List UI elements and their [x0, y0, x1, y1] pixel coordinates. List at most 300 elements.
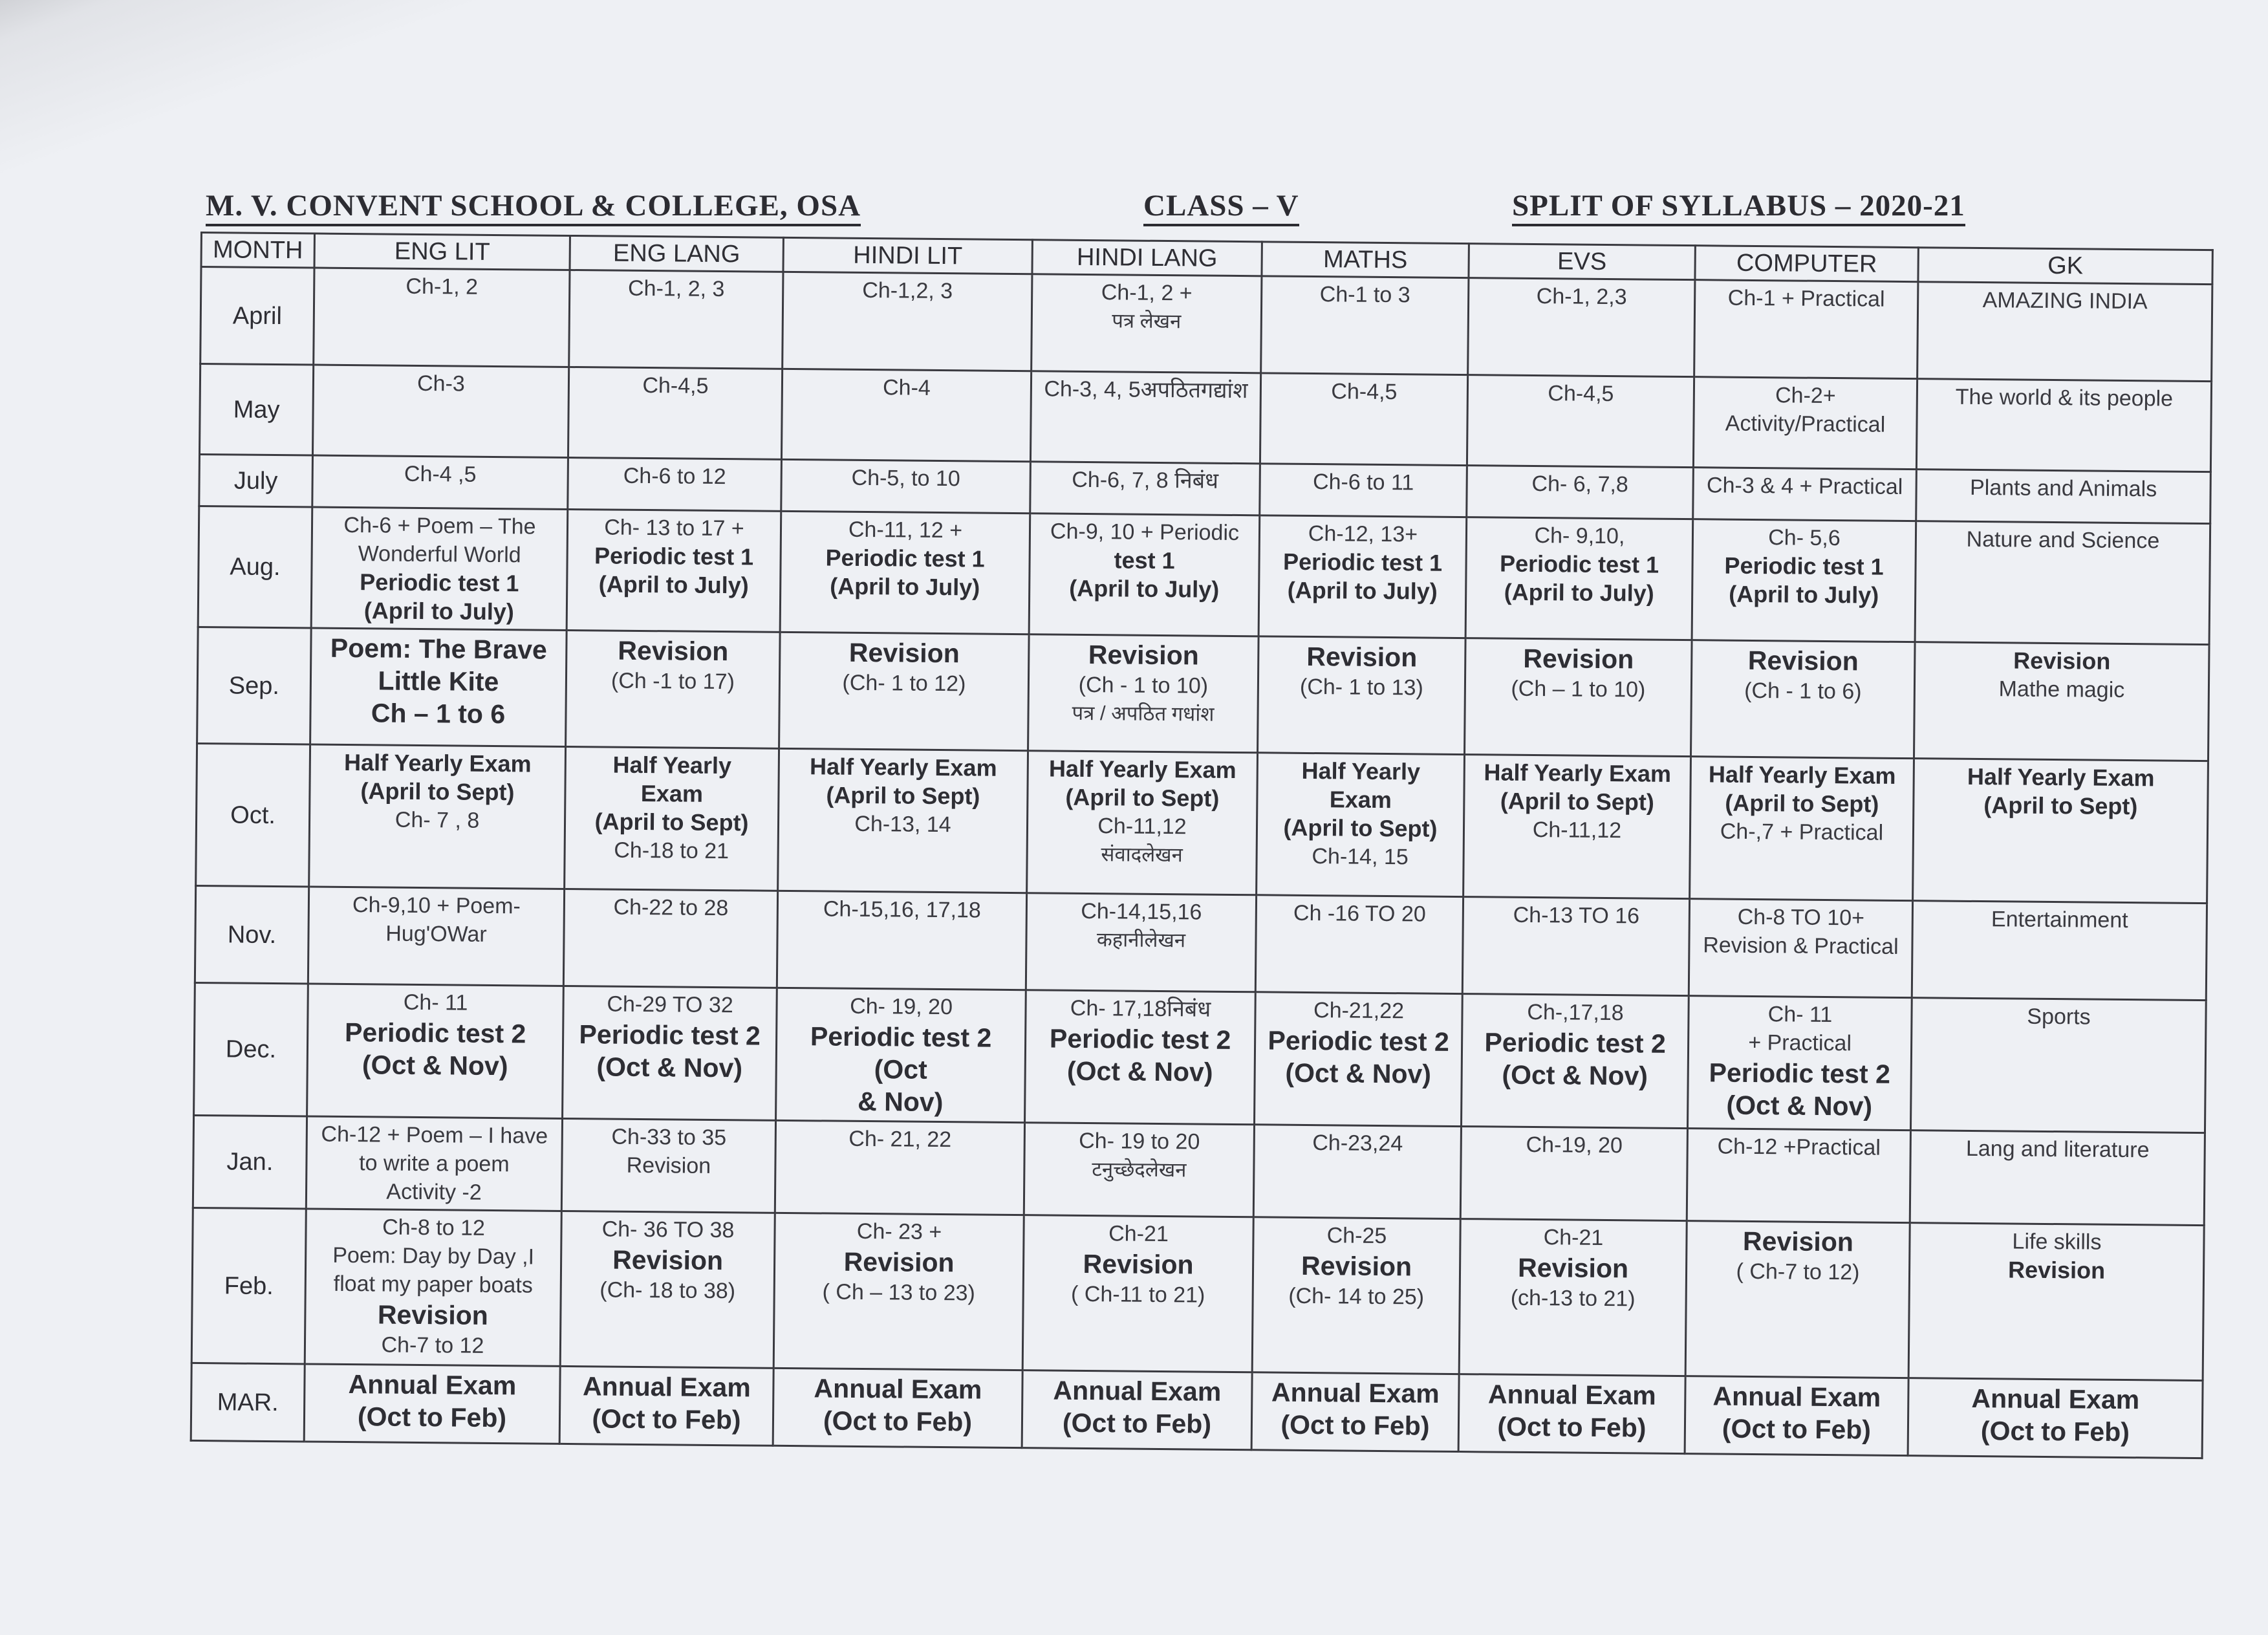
syllabus-cell — [559, 1366, 773, 1446]
cell-line: Half Yearly Exam — [1048, 755, 1237, 784]
cell-line: Poem: Day by Day ,I — [332, 1242, 535, 1270]
cell-line: (April to July) — [1287, 576, 1438, 605]
cell-line: Annual Exam — [1487, 1379, 1656, 1411]
syllabus-cell — [1467, 375, 1694, 468]
cell-line: (Ch- 1 to 12) — [842, 670, 966, 697]
syllabus-cell — [781, 459, 1031, 513]
cell-line: Ch-6 to 11 — [1312, 470, 1414, 495]
month-cell: July — [199, 455, 313, 508]
syllabus-cell — [567, 509, 781, 632]
cell-line: to write a poem — [359, 1151, 510, 1177]
cell-line: Ch-3, 4, 5अपठितगद्यांश — [1044, 376, 1248, 404]
cell-line: (ch-13 to 21) — [1510, 1285, 1636, 1312]
cell-line: (Oct & Nov) — [1285, 1057, 1432, 1089]
cell-line: (Oct & Nov) — [1066, 1056, 1213, 1087]
table-row — [193, 1115, 2205, 1225]
cell-line: Revision — [2007, 1256, 2106, 1284]
cell-line: (April to July) — [1069, 574, 1220, 603]
cell-line: Ch-33 to 35 — [611, 1124, 727, 1151]
month-cell: Oct. — [196, 743, 310, 887]
syllabus-cell — [777, 891, 1026, 990]
cell-line: Ch-12, 13+ — [1308, 521, 1418, 547]
cell-line: Ch-11, 12 + — [848, 517, 963, 543]
cell-line: Periodic test 2 — [1709, 1057, 1891, 1089]
cell-line: Ch-,7 + Practical — [1720, 819, 1884, 845]
cell-line: Ch- 11 — [1767, 1002, 1833, 1028]
cell-line: Ch-1 + Practical — [1727, 285, 1885, 312]
cell-line: Periodic test 1 — [360, 568, 519, 597]
cell-line: (Ch- 1 to 13) — [1299, 674, 1424, 700]
cell-line: Ch-15,16, 17,18 — [823, 896, 981, 923]
cell-line: The world & its people — [1955, 384, 2174, 411]
cell-line: & Nov) — [858, 1086, 944, 1118]
syllabus-cell — [1258, 636, 1466, 755]
cell-line: (Ch -1 to 17) — [610, 668, 735, 695]
syllabus-cell — [1260, 373, 1467, 466]
cell-line: (April to Sept) — [1725, 789, 1879, 817]
cell-line: float my paper boats — [333, 1271, 533, 1298]
cell-line: Revision — [1088, 640, 1199, 671]
cell-line: ( Ch-11 to 21) — [1070, 1281, 1205, 1308]
syllabus-cell — [780, 511, 1030, 634]
cell-line: Ch-4,5 — [642, 373, 709, 398]
cell-line: Half Yearly Exam — [1967, 763, 2155, 792]
cell-line: Ch- 11 — [403, 990, 468, 1015]
cell-line: Ch-12 + Poem – I have — [321, 1121, 548, 1149]
cell-line: (Ch - 1 to 6) — [1744, 678, 1862, 704]
syllabus-cell — [1687, 1129, 1910, 1223]
cell-line: पत्र / अपठित गधांश — [1072, 701, 1215, 726]
cell-line: (Oct to Feb) — [592, 1403, 741, 1435]
syllabus-cell — [1460, 1127, 1687, 1221]
cell-line: Ch-2+ — [1775, 383, 1836, 409]
syllabus-cell — [1022, 1215, 1253, 1372]
cell-line: (April to Sept) — [826, 781, 980, 810]
month-cell: Dec. — [194, 982, 308, 1116]
syllabus-title: SPLIT OF SYLLABUS – 2020-21 — [1512, 188, 1965, 226]
cell-line: Ch-1, 2,3 — [1536, 284, 1627, 310]
cell-line: Entertainment — [1991, 907, 2128, 933]
month-cell: Feb. — [191, 1207, 306, 1364]
cell-line: Ch- 19, 20 — [850, 993, 953, 1020]
cell-line: (April to Sept) — [1065, 783, 1220, 812]
cell-line: (Oct to Feb) — [823, 1405, 973, 1437]
syllabus-cell — [1694, 280, 1918, 379]
cell-line: (Oct & Nov) — [1502, 1059, 1648, 1091]
cell-line: Periodic test 1 — [1499, 550, 1659, 578]
syllabus-table — [190, 232, 2214, 1459]
syllabus-cell — [569, 270, 783, 369]
syllabus-cell — [1462, 897, 1689, 996]
cell-line: Ch-6, 7, 8 निबंध — [1072, 467, 1219, 493]
cell-line: Ch-18 to 21 — [614, 838, 729, 864]
cell-line: (April to July) — [363, 597, 515, 625]
syllabus-cell — [306, 1116, 562, 1211]
cell-line: Annual Exam — [1271, 1377, 1440, 1409]
syllabus-cell — [309, 744, 566, 889]
month-cell: Aug. — [198, 506, 312, 628]
cell-line: (April to Sept) — [360, 777, 515, 806]
syllabus-cell — [1253, 1125, 1461, 1219]
cell-line: Exam — [1329, 786, 1392, 814]
cell-line: Ch-22 to 28 — [613, 894, 729, 921]
cell-line: + Practical — [1748, 1030, 1852, 1056]
cell-line: Ch- 9,10, — [1534, 523, 1625, 549]
cell-line: Ch-19, 20 — [1526, 1132, 1623, 1158]
cell-line: Life skills — [2012, 1229, 2102, 1255]
syllabus-cell — [1030, 371, 1260, 464]
cell-line: ( Ch-7 to 12) — [1736, 1259, 1860, 1285]
table-row — [197, 627, 2209, 761]
cell-line: Ch- 5,6 — [1768, 525, 1841, 551]
table-row — [191, 1363, 2203, 1458]
syllabus-cell — [1910, 1131, 2205, 1226]
syllabus-cell — [1910, 998, 2206, 1133]
syllabus-cell — [1030, 462, 1260, 515]
cell-line: Ch-3 & 4 + Practical — [1706, 473, 1903, 499]
cell-line: Plants and Animals — [1969, 475, 2157, 502]
syllabus-cell — [1029, 514, 1260, 636]
cell-line: Ch-13, 14 — [854, 811, 951, 838]
cell-line: Activity/Practical — [1725, 411, 1886, 437]
syllabus-cell — [775, 1120, 1024, 1215]
cell-line: Periodic test 1 — [825, 544, 985, 572]
cell-line: (April to Sept) — [1983, 792, 2138, 820]
cell-line: Periodic test 2 — [579, 1019, 761, 1051]
cell-line: Ch-1,2, 3 — [862, 277, 953, 304]
cell-line: संवादलेखन — [1101, 843, 1183, 867]
cell-line: Half Yearly — [612, 751, 732, 779]
cell-line: Ch- 17,18निबंध — [1070, 995, 1211, 1022]
syllabus-cell — [1022, 1370, 1252, 1450]
syllabus-cell — [1685, 1376, 1908, 1456]
table-row — [196, 743, 2209, 903]
cell-line: Ch-14,15,16 — [1081, 898, 1202, 925]
syllabus-cell — [776, 988, 1026, 1122]
cell-line: Periodic test 1 — [1724, 552, 1884, 580]
cell-line: Ch-1, 2 — [405, 274, 479, 299]
cell-line: Ch-,17,18 — [1527, 999, 1624, 1026]
cell-line: Ch-5, to 10 — [851, 465, 960, 492]
syllabus-cell — [783, 272, 1032, 371]
cell-line: Nature and Science — [1966, 526, 2160, 554]
cell-line: Ch-11,12 — [1532, 817, 1622, 843]
month-cell: Sep. — [197, 627, 312, 744]
syllabus-cell — [1260, 464, 1467, 517]
cell-line: Ch- 19 to 20 — [1079, 1128, 1200, 1154]
cell-line: Revision — [612, 1244, 724, 1276]
cell-line: Annual Exam — [348, 1369, 517, 1401]
cell-line: Ch-4,5 — [1548, 381, 1614, 407]
cell-line: Ch- 36 TO 38 — [601, 1217, 735, 1243]
syllabus-cell — [563, 889, 777, 988]
syllabus-cell — [1913, 759, 2209, 904]
cell-line: Revision — [848, 637, 960, 669]
cell-line: Periodic test 1 — [1282, 548, 1443, 576]
month-cell: MAR. — [191, 1363, 305, 1442]
cell-line: Periodic test 2 — [1049, 1023, 1231, 1055]
cell-line: (April to July) — [1504, 578, 1654, 607]
cell-line: (Oct to Feb) — [1497, 1411, 1647, 1443]
cell-line: Half Yearly — [1301, 757, 1421, 785]
syllabus-sheet — [194, 175, 2218, 1462]
syllabus-cell — [1255, 992, 1463, 1127]
syllabus-cell — [1031, 274, 1262, 373]
syllabus-cell — [566, 630, 781, 748]
cell-line: Ch – 1 to 6 — [371, 698, 506, 730]
cell-line: (Oct to Feb) — [1980, 1416, 2130, 1447]
syllabus-cell — [1908, 1378, 2203, 1458]
syllabus-cell — [561, 1118, 775, 1213]
cell-line: Ch- 23 + — [856, 1218, 942, 1245]
cell-line: Revision — [1083, 1248, 1194, 1280]
syllabus-cell — [778, 748, 1028, 893]
table-row — [198, 506, 2210, 644]
cell-line: (April to July) — [1729, 580, 1879, 609]
cell-line: Revision — [626, 1153, 711, 1178]
column-header: HINDI LANG — [1032, 240, 1262, 276]
cell-line: Ch-21 — [1543, 1225, 1604, 1250]
syllabus-cell — [1465, 638, 1692, 757]
syllabus-cell — [1687, 996, 1912, 1131]
cell-line: (Ch- 18 to 38) — [599, 1277, 736, 1304]
cell-line: Revision — [1306, 641, 1418, 673]
syllabus-cell — [1459, 1219, 1687, 1376]
syllabus-cell — [779, 632, 1030, 750]
syllabus-cell — [1028, 634, 1259, 753]
cell-line: Revision — [843, 1246, 955, 1278]
cell-line: Annual Exam — [1053, 1375, 1222, 1407]
cell-line: Periodic test 2 — [1484, 1027, 1666, 1059]
syllabus-cell — [1917, 282, 2212, 382]
syllabus-cell — [1690, 757, 1914, 901]
cell-line: (April to July) — [598, 570, 749, 599]
cell-line: Half Yearly Exam — [1708, 761, 1896, 789]
syllabus-cell — [308, 887, 564, 986]
syllabus-cell — [1467, 466, 1694, 519]
syllabus-cell — [311, 507, 568, 630]
cell-line: (Oct & Nov) — [1726, 1090, 1873, 1121]
cell-line: (April to Sept) — [594, 808, 749, 836]
syllabus-cell — [568, 457, 782, 511]
cell-line: Ch -16 TO 20 — [1293, 900, 1426, 927]
syllabus-cell — [1251, 1372, 1459, 1452]
cell-line: Ch-12 +Practical — [1717, 1134, 1881, 1160]
cell-line: Ch-23,24 — [1312, 1131, 1403, 1156]
syllabus-cell — [1693, 468, 1917, 521]
syllabus-cell — [563, 986, 777, 1120]
syllabus-cell — [1024, 1123, 1254, 1217]
cell-line: (Ch – 1 to 10) — [1511, 676, 1646, 702]
syllabus-cell — [773, 1368, 1022, 1447]
table-row — [199, 364, 2211, 472]
month-cell: April — [200, 267, 314, 365]
cell-line: Revision — [377, 1299, 489, 1330]
cell-line: Ch-4 — [882, 375, 931, 400]
table-row — [194, 982, 2207, 1132]
month-cell: May — [199, 364, 313, 456]
column-header: ENG LIT — [314, 233, 570, 270]
cell-line: Half Yearly Exam — [1484, 759, 1672, 787]
syllabus-cell — [1255, 895, 1463, 994]
column-header: EVS — [1469, 244, 1695, 280]
cell-line: Ch-4,5 — [1331, 379, 1398, 405]
cell-line: Revision — [1742, 1226, 1854, 1257]
cell-line: Ch-21 — [1108, 1221, 1169, 1247]
syllabus-cell — [307, 984, 564, 1118]
cell-line: Lang and literature — [1965, 1136, 2150, 1163]
cell-line: (April to Sept) — [1500, 787, 1655, 816]
cell-line: Ch-3 — [416, 371, 465, 396]
syllabus-cell — [1465, 517, 1693, 640]
cell-line: Half Yearly Exam — [343, 748, 532, 777]
cell-line: Annual Exam — [1712, 1381, 1881, 1413]
cell-line: Ch-13 TO 16 — [1513, 902, 1640, 929]
cell-line: Ch-8 TO 10+ — [1737, 904, 1865, 931]
cell-line: Periodic test 2 — [1268, 1025, 1449, 1057]
cell-line: Exam — [640, 779, 704, 807]
cell-line: Periodic test 2 — [344, 1017, 526, 1049]
syllabus-cell — [1915, 521, 2210, 645]
class-title: CLASS – V — [1143, 188, 1299, 226]
syllabus-cell — [773, 1213, 1024, 1370]
cell-line: Revision — [1301, 1250, 1412, 1282]
syllabus-cell — [1908, 1223, 2204, 1381]
column-header: MONTH — [201, 233, 314, 268]
syllabus-cell — [1252, 1217, 1460, 1374]
syllabus-cell — [1916, 470, 2211, 524]
cell-line: Ch-6 to 12 — [623, 463, 726, 490]
cell-line: Ch-4 ,5 — [404, 461, 477, 487]
cell-line: ( Ch – 13 to 23) — [822, 1279, 976, 1306]
cell-line: Revision — [1517, 1252, 1629, 1284]
cell-line: Ch-8 to 12 — [382, 1215, 486, 1240]
syllabus-cell — [312, 455, 568, 509]
cell-line: Wonderful World — [358, 541, 521, 568]
syllabus-cell — [1027, 751, 1258, 895]
cell-line: Poem: The Brave — [330, 633, 548, 665]
cell-line: Hug'OWar — [385, 921, 487, 947]
cell-line: Ch-11,12 — [1097, 814, 1187, 839]
cell-line: (Ch - 1 to 10) — [1078, 672, 1209, 698]
syllabus-cell — [312, 365, 568, 457]
syllabus-cell — [1914, 642, 2209, 761]
cell-line: (Oct & Nov) — [596, 1052, 743, 1083]
syllabus-cell — [1693, 377, 1917, 470]
cell-line: Annual Exam — [814, 1373, 982, 1405]
cell-line: Little Kite — [378, 666, 499, 697]
syllabus-cell — [1691, 640, 1916, 759]
cell-line: Ch-9,10 + Poem- — [352, 893, 521, 919]
syllabus-cell — [1916, 379, 2211, 472]
cell-line: Half Yearly Exam — [809, 753, 997, 781]
cell-line: Periodic test 1 — [594, 542, 754, 570]
cell-line: Annual Exam — [1971, 1383, 2140, 1415]
syllabus-cell — [1468, 278, 1695, 377]
column-header: ENG LANG — [570, 235, 783, 272]
document-header — [206, 175, 2223, 226]
cell-line: Revision — [2013, 647, 2111, 675]
cell-line: Ch-25 — [1326, 1223, 1387, 1249]
cell-line: AMAZING INDIA — [1982, 288, 2148, 314]
syllabus-cell — [1692, 519, 1916, 642]
cell-line: Revision — [1523, 643, 1634, 675]
cell-line: Ch-29 TO 32 — [607, 991, 733, 1018]
column-header: GK — [1918, 248, 2212, 285]
cell-line: Ch-1, 2 + — [1101, 280, 1193, 306]
syllabus-cell — [305, 1209, 561, 1366]
cell-line: Mathe magic — [1998, 677, 2125, 702]
cell-line: (Oct to Feb) — [1722, 1413, 1872, 1445]
cell-line: Ch-7 to 12 — [381, 1332, 484, 1358]
table-row — [195, 885, 2207, 1000]
cell-line: टनुच्छेदलेखन — [1092, 1158, 1187, 1182]
cell-line: Ch- 13 to 17 + — [604, 515, 744, 541]
cell-line: test 1 — [1114, 547, 1175, 574]
cell-line: Ch- 7 , 8 — [394, 807, 480, 833]
school-name: M. V. CONVENT SCHOOL & COLLEGE, OSA — [206, 188, 861, 226]
cell-line: (April to Sept) — [1283, 814, 1438, 842]
cell-line: (Oct to Feb) — [1062, 1407, 1212, 1439]
table-row — [191, 1207, 2204, 1380]
syllabus-cell — [1463, 755, 1691, 899]
syllabus-cell — [1258, 515, 1467, 638]
cell-line: Ch- 6, 7,8 — [1531, 471, 1628, 497]
syllabus-cell — [1257, 753, 1465, 897]
cell-line: Annual Exam — [582, 1371, 751, 1403]
syllabus-cell — [565, 746, 779, 891]
syllabus-cell — [304, 1364, 560, 1444]
cell-line: Ch-21,22 — [1313, 998, 1405, 1024]
table-row — [200, 267, 2212, 382]
syllabus-cell — [560, 1211, 775, 1368]
month-cell: Nov. — [195, 885, 308, 984]
syllabus-cell — [314, 268, 570, 367]
cell-line: (Oct to Feb) — [357, 1402, 507, 1433]
cell-line: (April to July) — [830, 572, 980, 601]
syllabus-cell — [1685, 1221, 1910, 1378]
cell-line: Revision — [1747, 645, 1859, 677]
cell-line: Periodic test 2 (Oct — [810, 1021, 992, 1085]
month-cell: Jan. — [193, 1115, 307, 1209]
cell-line: Sports — [2027, 1004, 2091, 1030]
syllabus-cell — [1261, 276, 1469, 375]
cell-line: Revision — [618, 635, 729, 667]
cell-line: Ch-1, 2, 3 — [627, 276, 725, 302]
cell-line: (Ch- 14 to 25) — [1288, 1283, 1425, 1310]
syllabus-cell — [1458, 1374, 1685, 1454]
syllabus-cell — [1025, 990, 1256, 1125]
cell-line: Ch-14, 15 — [1312, 844, 1409, 870]
cell-line: Revision & Practical — [1703, 933, 1899, 959]
syllabus-cell — [1462, 994, 1689, 1129]
cell-line: Ch-6 + Poem – The — [343, 512, 536, 539]
cell-line: (Oct to Feb) — [1280, 1409, 1430, 1441]
column-header: MATHS — [1262, 242, 1469, 278]
column-header: HINDI LIT — [783, 237, 1032, 274]
cell-line: Ch-9, 10 + Periodic — [1050, 519, 1240, 546]
syllabus-cell — [1912, 901, 2207, 1001]
syllabus-cell — [1026, 893, 1256, 992]
cell-line: कहानीलेखन — [1096, 928, 1186, 952]
table-body — [191, 267, 2212, 1458]
syllabus-cell — [1689, 899, 1912, 998]
cell-line: Ch-1 to 3 — [1319, 282, 1410, 308]
cell-line: पत्र लेखन — [1112, 309, 1182, 333]
cell-line: Ch- 21, 22 — [848, 1126, 952, 1153]
column-header: COMPUTER — [1695, 246, 1918, 282]
syllabus-cell — [310, 628, 567, 746]
